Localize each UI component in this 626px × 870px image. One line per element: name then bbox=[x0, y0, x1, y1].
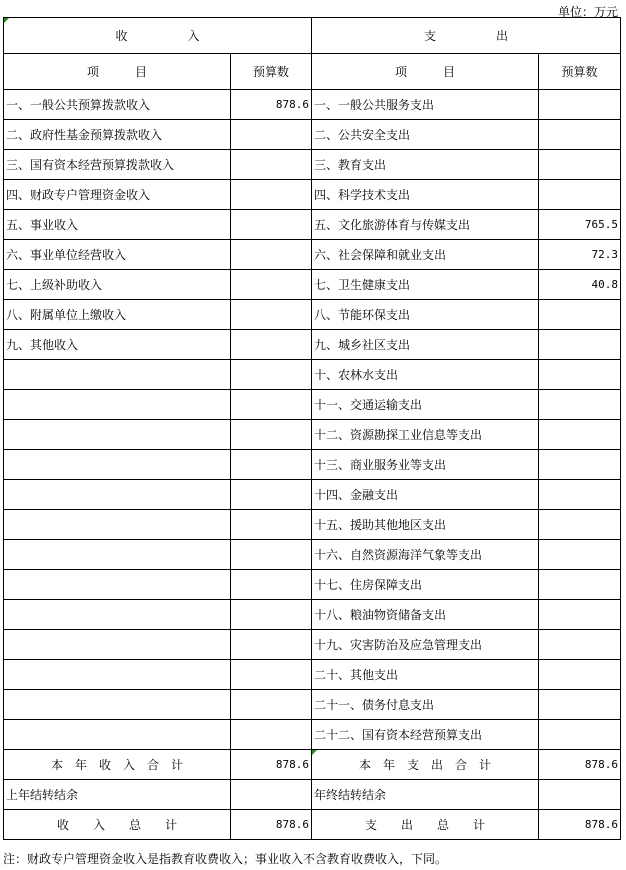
table-row bbox=[4, 450, 621, 480]
carry-in-value bbox=[231, 780, 312, 810]
table-row bbox=[4, 600, 621, 630]
header-row bbox=[4, 18, 621, 54]
income-value-cell bbox=[231, 150, 312, 180]
expense-value-cell bbox=[539, 480, 621, 510]
expense-item-cell: 二、公共安全支出 bbox=[312, 120, 539, 150]
expense-item-cell: 十、农林水支出 bbox=[312, 360, 539, 390]
table-row bbox=[4, 150, 621, 180]
income-item-cell bbox=[4, 510, 231, 540]
income-value-cell bbox=[231, 540, 312, 570]
table-row bbox=[4, 330, 621, 360]
income-value-cell bbox=[231, 420, 312, 450]
table-row bbox=[4, 240, 621, 270]
income-value-cell bbox=[231, 390, 312, 420]
income-item-cell bbox=[4, 360, 231, 390]
expense-item-cell: 六、社会保障和就业支出 bbox=[312, 240, 539, 270]
table-row bbox=[4, 180, 621, 210]
year-income-total-label: 本 年 收 入 合 计 bbox=[4, 750, 231, 780]
income-item-cell: 四、财政专户管理资金收入 bbox=[4, 180, 231, 210]
table-row bbox=[4, 360, 621, 390]
income-value-cell bbox=[231, 600, 312, 630]
carryover-row bbox=[4, 780, 621, 810]
income-value-cell bbox=[231, 510, 312, 540]
budget-table bbox=[3, 17, 621, 840]
expense-value-cell bbox=[539, 660, 621, 690]
table-row bbox=[4, 420, 621, 450]
expense-value-cell bbox=[539, 150, 621, 180]
income-value-cell bbox=[231, 300, 312, 330]
grand-total-row bbox=[4, 810, 621, 840]
income-value-cell bbox=[231, 690, 312, 720]
expense-item-cell: 十六、自然资源海洋气象等支出 bbox=[312, 540, 539, 570]
table-row bbox=[4, 630, 621, 660]
table-row bbox=[4, 510, 621, 540]
income-item-cell bbox=[4, 660, 231, 690]
income-item-cell: 二、政府性基金预算拨款收入 bbox=[4, 120, 231, 150]
table-row bbox=[4, 720, 621, 750]
expense-value-cell bbox=[539, 300, 621, 330]
income-item-cell: 三、国有资本经营预算拨款收入 bbox=[4, 150, 231, 180]
expense-item-cell: 十七、住房保障支出 bbox=[312, 570, 539, 600]
income-header: 收 入 bbox=[4, 18, 312, 54]
income-value-cell bbox=[231, 120, 312, 150]
income-item-cell: 七、上级补助收入 bbox=[4, 270, 231, 300]
year-expense-total-label: 本 年 支 出 合 计 bbox=[312, 750, 539, 780]
expense-item-cell: 十一、交通运输支出 bbox=[312, 390, 539, 420]
expense-item-cell: 二十、其他支出 bbox=[312, 660, 539, 690]
income-item-cell bbox=[4, 390, 231, 420]
income-item-cell: 五、事业收入 bbox=[4, 210, 231, 240]
expense-value-cell bbox=[539, 720, 621, 750]
expense-value-cell: 72.3 bbox=[539, 240, 621, 270]
income-item-cell bbox=[4, 540, 231, 570]
expense-grand-total-value: 878.6 bbox=[539, 810, 621, 840]
year-expense-total-value: 878.6 bbox=[539, 750, 621, 780]
income-item-cell bbox=[4, 570, 231, 600]
expense-value-cell bbox=[539, 570, 621, 600]
expense-value-cell bbox=[539, 630, 621, 660]
expense-item-cell: 十三、商业服务业等支出 bbox=[312, 450, 539, 480]
expense-item-cell: 五、文化旅游体育与传媒支出 bbox=[312, 210, 539, 240]
expense-item-cell: 七、卫生健康支出 bbox=[312, 270, 539, 300]
unit-label: 单位：万元 bbox=[557, 5, 618, 19]
expense-item-cell: 九、城乡社区支出 bbox=[312, 330, 539, 360]
expense-value-cell bbox=[539, 120, 621, 150]
income-item-cell: 六、事业单位经营收入 bbox=[4, 240, 231, 270]
income-value-cell bbox=[231, 240, 312, 270]
table-row bbox=[4, 390, 621, 420]
expense-value-cell bbox=[539, 330, 621, 360]
expense-item-cell: 四、科学技术支出 bbox=[312, 180, 539, 210]
carry-in-label: 上年结转结余 bbox=[4, 780, 231, 810]
expense-item-header: 项 目 bbox=[312, 54, 539, 90]
income-value-cell bbox=[231, 570, 312, 600]
income-value-cell bbox=[231, 330, 312, 360]
table-row bbox=[4, 90, 621, 120]
table-row bbox=[4, 540, 621, 570]
expense-value-cell bbox=[539, 540, 621, 570]
expense-value-cell bbox=[539, 600, 621, 630]
table-row bbox=[4, 570, 621, 600]
expense-value-cell bbox=[539, 690, 621, 720]
expense-item-cell: 十九、灾害防治及应急管理支出 bbox=[312, 630, 539, 660]
expense-grand-total-label: 支 出 总 计 bbox=[312, 810, 539, 840]
income-value-cell bbox=[231, 180, 312, 210]
expense-item-cell: 一、一般公共服务支出 bbox=[312, 90, 539, 120]
income-value-cell bbox=[231, 630, 312, 660]
income-item-cell bbox=[4, 480, 231, 510]
expense-value-cell bbox=[539, 180, 621, 210]
year-total-row bbox=[4, 750, 621, 780]
expense-value-cell: 765.5 bbox=[539, 210, 621, 240]
expense-item-cell: 十四、金融支出 bbox=[312, 480, 539, 510]
income-item-header: 项 目 bbox=[4, 54, 231, 90]
income-value-cell bbox=[231, 450, 312, 480]
cell-marker bbox=[312, 750, 317, 755]
year-income-total-value: 878.6 bbox=[231, 750, 312, 780]
income-item-cell bbox=[4, 630, 231, 660]
income-item-cell bbox=[4, 450, 231, 480]
table-row bbox=[4, 690, 621, 720]
income-item-cell: 一、一般公共预算拨款收入 bbox=[4, 90, 231, 120]
expense-item-cell: 八、节能环保支出 bbox=[312, 300, 539, 330]
income-item-cell: 九、其他收入 bbox=[4, 330, 231, 360]
income-value-cell bbox=[231, 660, 312, 690]
expense-item-cell: 二十二、国有资本经营预算支出 bbox=[312, 720, 539, 750]
expense-item-cell: 三、教育支出 bbox=[312, 150, 539, 180]
expense-value-cell bbox=[539, 450, 621, 480]
table-row bbox=[4, 210, 621, 240]
income-item-cell bbox=[4, 720, 231, 750]
income-value-cell bbox=[231, 270, 312, 300]
expense-value-cell bbox=[539, 90, 621, 120]
subheader-row bbox=[4, 54, 621, 90]
income-value-cell bbox=[231, 720, 312, 750]
cell-marker bbox=[4, 18, 9, 23]
income-grand-total-value: 878.6 bbox=[231, 810, 312, 840]
expense-value-cell bbox=[539, 420, 621, 450]
income-grand-total-label: 收 入 总 计 bbox=[4, 810, 231, 840]
table-row bbox=[4, 660, 621, 690]
expense-value-cell bbox=[539, 510, 621, 540]
expense-value-cell bbox=[539, 390, 621, 420]
carry-out-label: 年终结转结余 bbox=[312, 780, 539, 810]
table-row bbox=[4, 120, 621, 150]
income-value-cell bbox=[231, 360, 312, 390]
expense-value-cell: 40.8 bbox=[539, 270, 621, 300]
income-item-cell bbox=[4, 420, 231, 450]
table-row bbox=[4, 300, 621, 330]
table-row bbox=[4, 480, 621, 510]
carry-out-value bbox=[539, 780, 621, 810]
footnote: 注：财政专户管理资金收入是指教育收费收入；事业收入不含教育收费收入，下同。 bbox=[3, 852, 448, 866]
expense-budget-header: 预算数 bbox=[539, 54, 621, 90]
expense-item-cell: 二十一、债务付息支出 bbox=[312, 690, 539, 720]
income-value-cell: 878.6 bbox=[231, 90, 312, 120]
table-row bbox=[4, 270, 621, 300]
expense-item-cell: 十五、援助其他地区支出 bbox=[312, 510, 539, 540]
expense-header: 支 出 bbox=[312, 18, 621, 54]
expense-item-cell: 十八、粮油物资储备支出 bbox=[312, 600, 539, 630]
income-value-cell bbox=[231, 480, 312, 510]
income-item-cell bbox=[4, 600, 231, 630]
expense-value-cell bbox=[539, 360, 621, 390]
expense-item-cell: 十二、资源勘探工业信息等支出 bbox=[312, 420, 539, 450]
income-item-cell: 八、附属单位上缴收入 bbox=[4, 300, 231, 330]
income-value-cell bbox=[231, 210, 312, 240]
income-item-cell bbox=[4, 690, 231, 720]
income-budget-header: 预算数 bbox=[231, 54, 312, 90]
